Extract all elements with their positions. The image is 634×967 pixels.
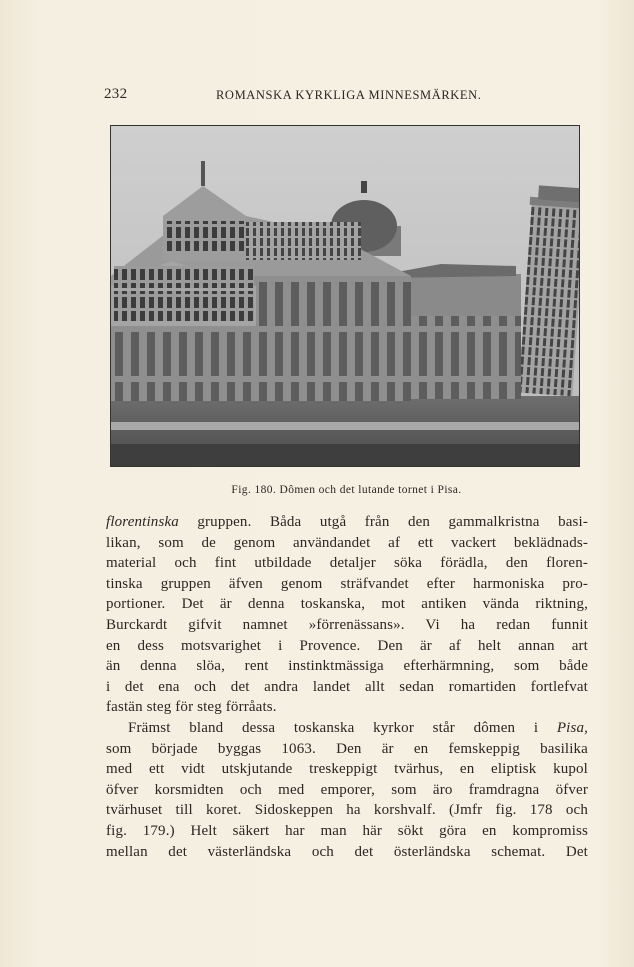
text-line: som började byggas 1063. Den är en femskeppig basilika (106, 740, 588, 757)
text-line: med ett vidt utskjutande treskeppigt tvärhus, en eliptisk kupol (106, 761, 588, 778)
text-line: tinska gruppen äfven genom sträfvandet efter harmoniska pro- (106, 575, 588, 592)
text-line: likan, som de genom användandet af ett vackert beklädnads- (106, 534, 588, 551)
text-line: fastän steg för steg förråats. (106, 699, 277, 716)
text-line: Burckardt gifvit namnet »förrenässans». Vi ha redan funnit (106, 616, 588, 633)
text-line: tvärhuset till koret. Sidoskeppen ha korshvalf. (Jmfr fig. 178 och (106, 802, 588, 819)
page-header (104, 86, 589, 106)
text-line: i det ena och det andra landet allt sedan romartiden fortlefvat (106, 678, 588, 695)
text-line: florentinska gruppen. Båda utgå från den gammalkristna basi- (106, 514, 588, 530)
text-line: fig. 179.) Helt säkert har man här sökt göra en kompromiss (106, 822, 588, 839)
text-line: öfver korsmidten och med emporer, som äro framdragna öfver (106, 781, 588, 798)
text-line: mellan det västerländska och det österländska schemat. Det (106, 843, 588, 860)
body-text (106, 512, 588, 862)
page-number: 232 (104, 86, 128, 102)
text-line: en dess motsvarighet i Provence. Den är af helt annan art (106, 637, 588, 654)
emphasis: Pisa, (556, 719, 588, 736)
emphasis: florentinska (106, 514, 179, 530)
text-line: portioner. Det är denna toskanska, mot antiken vända riktning, (106, 596, 588, 613)
text-line: material och fint utbildade detaljer söka förädla, den floren- (106, 555, 588, 572)
cathedral-photo (111, 126, 579, 466)
text-line: än denna slöa, rent instinktmässiga efterhärmning, som både (106, 658, 588, 675)
figure-photograph (110, 125, 580, 467)
running-title: ROMANSKA KYRKLIGA MINNESMÄRKEN. (216, 88, 482, 102)
figure-caption: Fig. 180. Dômen och det lutande tornet i Pisa. (231, 484, 462, 496)
text-line: Främst bland dessa toskanska kyrkor står dômen i Pisa, (128, 719, 588, 736)
